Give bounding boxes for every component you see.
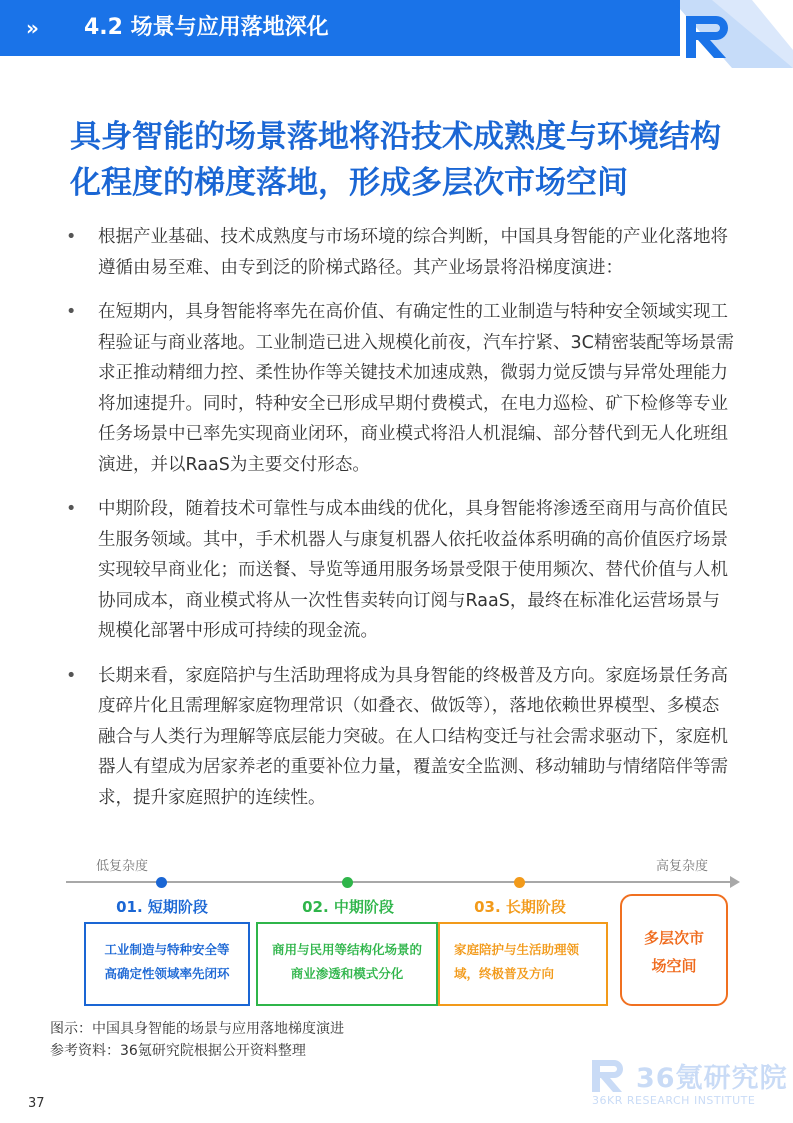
list-item xyxy=(66,661,734,814)
market-space-text: 多层次市 xyxy=(643,929,704,947)
page-title: 具身智能的场景落地将沿技术成熟度与环境结构化程度的梯度落地，形成多层次市场空间 xyxy=(70,119,721,201)
stage-box-text: 商业渗透和模式分化 xyxy=(290,966,404,981)
stage-box-text: 高确定性领域率先闭环 xyxy=(104,966,230,981)
footer-brand: 36氪研究院 xyxy=(636,1063,788,1094)
stage-box-short xyxy=(84,922,250,1006)
page-number: 37 xyxy=(28,1096,45,1111)
stage-box-text: 商用与民用等结构化场景的 xyxy=(271,942,422,957)
logo-icon xyxy=(672,0,793,68)
stage-node-long xyxy=(514,877,525,888)
figure-title: 图示：中国具身智能的场景与应用落地梯度演进 xyxy=(50,1021,344,1037)
stage-label-short: 01. 短期阶段 xyxy=(116,898,208,916)
stage-node-mid xyxy=(342,877,353,888)
list-item-text: 中期阶段，随着技术可靠性与成本曲线的优化，具身智能将渗透至商用与高价值民生服务领域。其中，手术机器人与康复机器人依托收益体系明确的高价值医疗场景实现较早商业化；而送餐、导览等通用服务场景受限于使用频次、替代价值与人机协同成本，商业模式将从一次性售卖转向订阅与RaaS，最终在标准化运营场景与规模化部署中形成可持续的现金流。 xyxy=(98,499,728,641)
scale-low-label: 低复杂度 xyxy=(96,859,149,874)
stage-box-text: 工业制造与特种安全等 xyxy=(104,942,230,957)
chevron-right-icon: » xyxy=(26,16,39,40)
stage-node-short xyxy=(156,877,167,888)
bullet-icon: • xyxy=(66,665,77,686)
market-space-box xyxy=(620,894,728,1006)
bullet-icon: • xyxy=(66,302,77,322)
axis-arrow-icon xyxy=(730,876,740,888)
figure-source: 参考资料：36氪研究院根据公开资料整理 xyxy=(50,1043,306,1059)
list-item-text: 在短期内，具身智能将率先在高价值、有确定性的工业制造与特种安全领域实现工程验证与商业落地。工业制造已进入规模化前夜，汽车拧紧、3C精密装配等场景需求正推动精细力控、柔性协作等关键技术加速成熟，微弱力觉反馈与异常处理能力将加速提升。同时，特种安全已形成早期付费模式，在电力巡检、矿下检修等专业任务场景中已率先实现商业闭环，商业模式将沿人机混编、部分替代到无人化班组演进，并以RaaS为主要交付形态。 xyxy=(98,302,734,475)
bullet-icon: • xyxy=(66,499,77,519)
footer-subtitle: 36KR RESEARCH INSTITUTE xyxy=(592,1094,756,1107)
stage-box-mid xyxy=(256,922,438,1006)
section-header-bar xyxy=(0,0,680,56)
list-item xyxy=(66,494,734,647)
stage-box-text: 家庭陪护与生活助理领 xyxy=(454,942,580,957)
list-item xyxy=(66,222,734,283)
section-title: 4.2 场景与应用落地深化 xyxy=(84,15,329,40)
list-item-text: 根据产业基础、技术成熟度与市场环境的综合判断，中国具身智能的产业化落地将遵循由易至难、由专到泛的阶梯式路径。其产业场景将沿梯度演进： xyxy=(98,227,728,278)
list-item xyxy=(66,297,734,480)
market-space-text: 场空间 xyxy=(651,957,697,975)
stage-label-mid: 02. 中期阶段 xyxy=(302,898,394,916)
stage-box-text: 域，终极普及方向 xyxy=(454,966,555,981)
stage-label-long: 03. 长期阶段 xyxy=(474,898,566,916)
scale-high-label: 高复杂度 xyxy=(656,859,709,874)
bullet-icon: • xyxy=(66,227,77,247)
stage-diagram xyxy=(62,852,742,1012)
figure-caption xyxy=(50,1018,344,1062)
bullet-list xyxy=(66,222,734,827)
list-item-text: 长期来看，家庭陪护与生活助理将成为具身智能的终极普及方向。家庭场景任务高度碎片化且需理解家庭物理常识（如叠衣、做饭等），落地依赖世界模型、多模态融合与人类行为理解等底层能力突破。在人口结构变迁与社会需求驱动下，家庭机器人有望成为居家养老的重要补位力量，覆盖安全监测、移动辅助与情绪陪伴等需求，提升家庭照护的连续性。 xyxy=(98,665,728,808)
stage-box-long xyxy=(438,922,608,1006)
